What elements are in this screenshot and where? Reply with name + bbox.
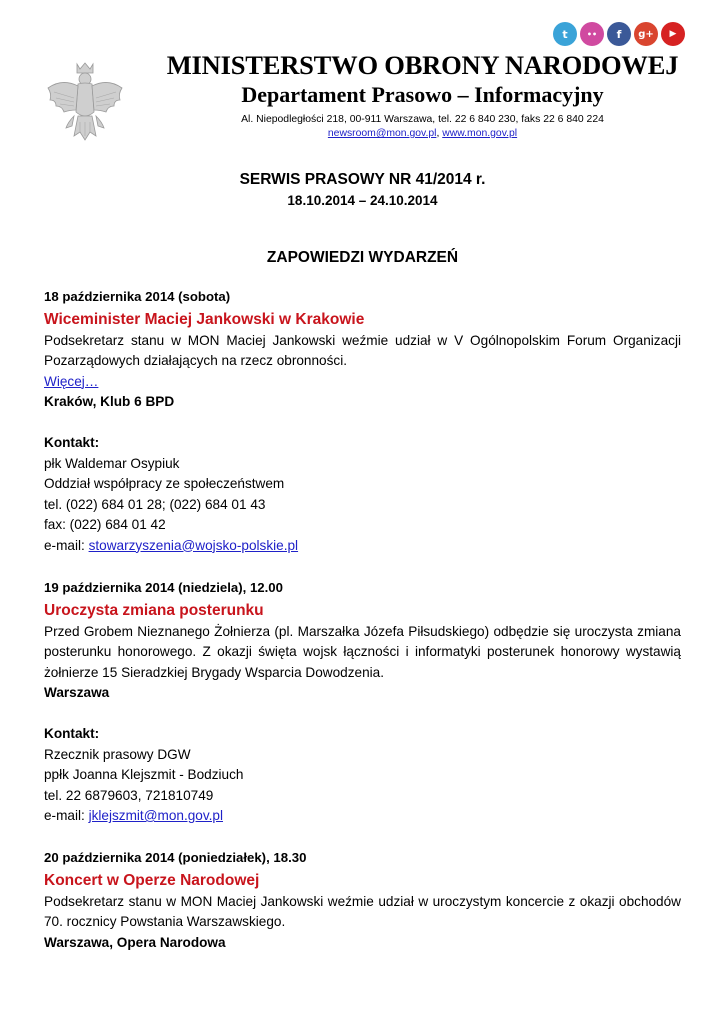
event-2 bbox=[44, 578, 681, 827]
event-3 bbox=[44, 848, 681, 953]
date-range: 18.10.2014 – 24.10.2014 bbox=[287, 193, 438, 208]
email-label: e-mail: bbox=[44, 808, 89, 823]
event-description: Przed Grobem Nieznanego Żołnierza (pl. Marszałka Józefa Piłsudskiego) odbędzie się uroczysta zmiana posterunku honorowego. Z okazji święta wojsk łączności i informatyki posterunek honorowy wystawią żołnierze 15 Sieradzkiej Brygady Wsparcia Dowodzenia. bbox=[44, 623, 681, 680]
contact-name: płk Waldemar Osypiuk bbox=[44, 455, 180, 471]
contact-phone: tel. 22 6879603, 721810749 bbox=[44, 787, 214, 803]
contact-name: Rzecznik prasowy DGW bbox=[44, 746, 191, 762]
contact-label: Kontakt: bbox=[44, 435, 100, 450]
contact-email-link[interactable]: jklejszmit@mon.gov.pl bbox=[88, 808, 223, 823]
website-link[interactable]: www.mon.gov.pl bbox=[442, 128, 518, 139]
flickr-icon[interactable]: •• bbox=[580, 22, 604, 46]
youtube-icon[interactable]: ▶ bbox=[661, 22, 685, 46]
event-description: Podsekretarz stanu w MON Maciej Jankowski weźmie udział w V Ogólnopolskim Forum Organizacji Pozarządowych działających na rzecz obronności. bbox=[44, 332, 681, 368]
email-label: e-mail: bbox=[44, 537, 89, 553]
link-separator: , bbox=[436, 128, 443, 139]
contact-fax: fax: (022) 684 01 42 bbox=[44, 517, 166, 532]
serwis-heading: SERWIS PRASOWY NR 41/2014 r. bbox=[239, 171, 486, 188]
event-title: Uroczysta zmiana posterunku bbox=[44, 601, 264, 619]
social-icons bbox=[553, 22, 685, 46]
contact-email-row bbox=[44, 806, 681, 827]
event-description: Podsekretarz stanu w MON Maciej Jankowski weźmie udział w uroczystym koncercie z okazji obchodów 70. rocznicy Powstania Warszawskiego. bbox=[44, 893, 681, 929]
contact-department: Oddział współpracy ze społeczeństwem bbox=[44, 476, 285, 491]
contact-phone: tel. (022) 684 01 28; (022) 684 01 43 bbox=[44, 496, 266, 512]
eagle-emblem-icon bbox=[44, 60, 126, 146]
facebook-icon[interactable]: f bbox=[607, 22, 631, 46]
event-title: Wiceminister Maciej Jankowski w Krakowie bbox=[44, 310, 365, 328]
contact-department: ppłk Joanna Klejszmit - Bodziuch bbox=[44, 767, 244, 782]
event-1 bbox=[44, 287, 681, 556]
department-subtitle: Departament Prasowo – Informacyjny bbox=[241, 82, 604, 107]
more-link[interactable]: Więcej… bbox=[44, 373, 99, 389]
event-date: 18 października 2014 (sobota) bbox=[44, 289, 231, 304]
contact-email-row bbox=[44, 536, 681, 557]
twitter-icon[interactable]: t bbox=[553, 22, 577, 46]
event-date: 20 października 2014 (poniedziałek), 18.30 bbox=[44, 850, 307, 865]
contact-label: Kontakt: bbox=[44, 726, 100, 741]
google-plus-icon[interactable]: g+ bbox=[634, 22, 658, 46]
event-date: 19 października 2014 (niedziela), 12.00 bbox=[44, 580, 283, 595]
event-title: Koncert w Operze Narodowej bbox=[44, 871, 260, 889]
event-place: Kraków, Klub 6 BPD bbox=[44, 394, 175, 409]
event-place: Warszawa, Opera Narodowa bbox=[44, 934, 226, 950]
contact-email-link[interactable]: stowarzyszenia@wojsko-polskie.pl bbox=[88, 537, 299, 553]
address-line: Al. Niepodległości 218, 00-911 Warszawa, tel. 22 6 840 230, faks 22 6 840 224 bbox=[241, 114, 604, 125]
event-place: Warszawa bbox=[44, 685, 110, 700]
newsroom-email-link[interactable]: newsroom@mon.gov.pl bbox=[327, 128, 437, 139]
section-title: ZAPOWIEDZI WYDARZEŃ bbox=[266, 249, 459, 266]
contact-links bbox=[130, 128, 715, 139]
ministry-title: MINISTERSTWO OBRONY NARODOWEJ bbox=[166, 50, 679, 80]
